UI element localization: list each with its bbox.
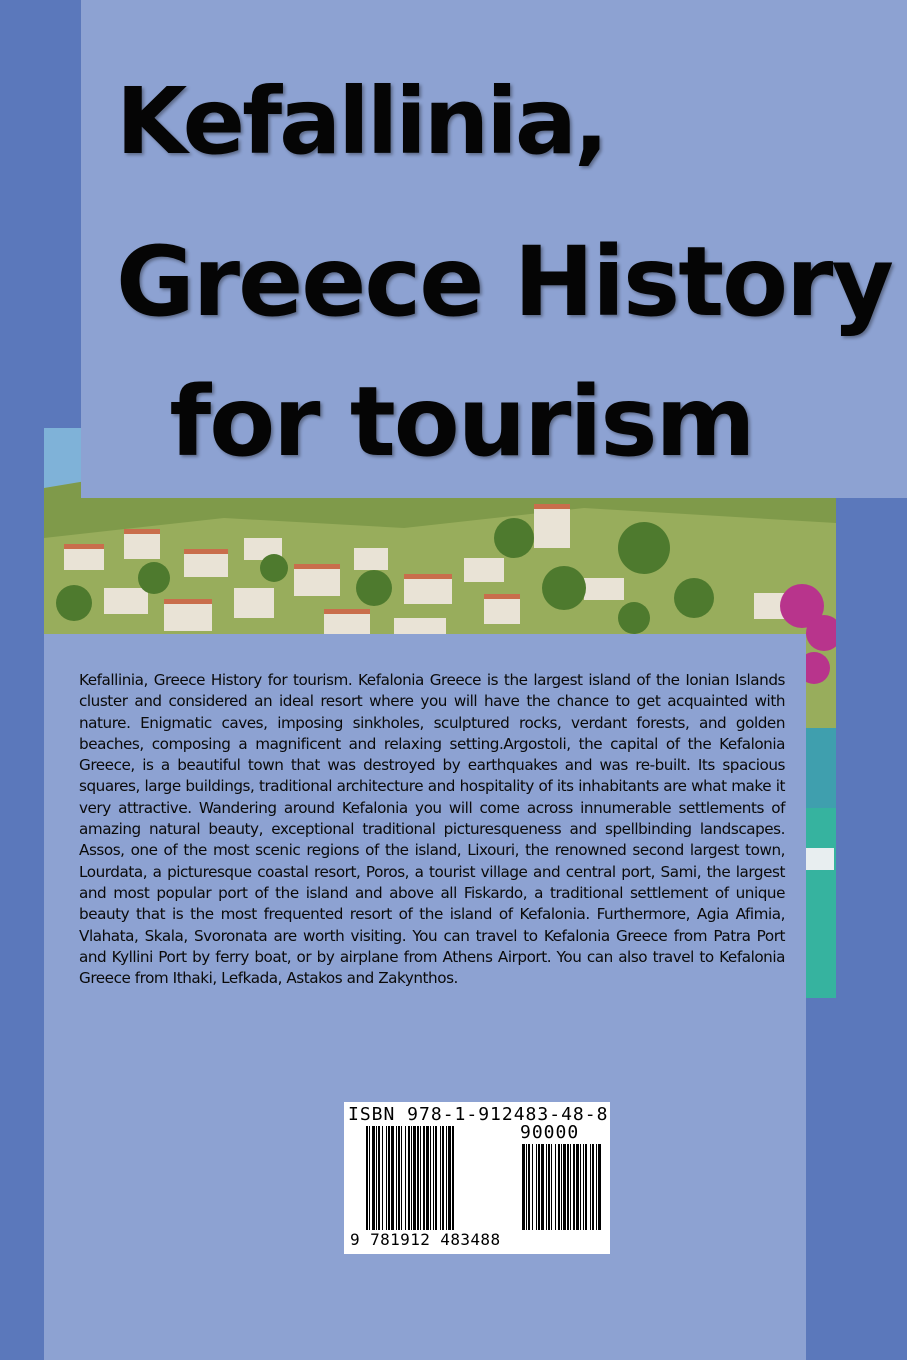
barcode-bar bbox=[423, 1126, 425, 1230]
addon-bar bbox=[580, 1144, 581, 1230]
ean-number: 9 781912 483488 bbox=[350, 1230, 501, 1249]
addon-bar bbox=[555, 1144, 556, 1230]
barcode-bar bbox=[369, 1126, 370, 1230]
barcode-bar bbox=[435, 1126, 437, 1230]
addon-bar bbox=[538, 1144, 540, 1230]
addon-bar bbox=[526, 1144, 527, 1230]
barcode-bar bbox=[452, 1126, 454, 1230]
barcode-bar bbox=[413, 1126, 416, 1230]
addon-bar bbox=[590, 1144, 591, 1230]
barcode-bar bbox=[405, 1126, 406, 1230]
addon-bar bbox=[536, 1144, 537, 1230]
addon-bar bbox=[583, 1144, 584, 1230]
addon-bar bbox=[561, 1144, 562, 1230]
addon-bar bbox=[570, 1144, 571, 1230]
addon-bar bbox=[558, 1144, 560, 1230]
addon-bar bbox=[576, 1144, 579, 1230]
addon-bar bbox=[532, 1144, 533, 1230]
addon-bar bbox=[522, 1144, 525, 1230]
book-description: Kefallinia, Greece History for tourism. Kefalonia Greece is the largest island of the Ionian Islands cluster and considered an ideal resort where you will have the chance to get acquainted with nature. Enigmatic caves, imposing sinkholes, sculptured rocks, verdant forests, and golden beaches, composing a magnificent and relaxing setting.Argostoli, the capital of the Kefalonia Greece, is a beautiful town that was destroyed by earthquakes and was re-built. Its spacious squares, large buildings, traditional architecture and hospitality of its inhabitants are what make it very attractive. Wandering around Kefalonia you will come across innumerable settlements of amazing natural beauty, exceptional traditional picturesqueness and spellbinding landscapes. Assos, one of the most scenic regions of the island, Lixouri, the renowned second largest town, Lourdata, a picturesque coastal resort, Poros, a tourist village and central port, Sami, the largest and most popular port of the island and above all Fiskardo, a traditional settlement of unique beauty that is the most frequented resort of the island of Kefalonia. Furthermore, Agia Afimia, Vlahata, Skala, Svoronata are worth visiting. You can travel to Kefalonia Greece from Patra Port and Kyllini Port by ferry boat, or by airplane from Athens Airport. You can also travel to Kefalonia Greece from Ithaki, Lefkada, Astakos and Zakynthos. bbox=[79, 671, 785, 988]
addon-bar bbox=[585, 1144, 587, 1230]
addon-bar bbox=[598, 1144, 601, 1230]
barcode-bar bbox=[426, 1126, 429, 1230]
barcode-bar bbox=[376, 1126, 377, 1230]
addon-bar bbox=[541, 1144, 544, 1230]
addon-bar bbox=[548, 1144, 550, 1230]
barcode-bar bbox=[446, 1126, 447, 1230]
barcode-bar bbox=[440, 1126, 441, 1230]
barcode-bar bbox=[382, 1126, 383, 1230]
barcode-bar bbox=[408, 1126, 410, 1230]
addon-bar bbox=[546, 1144, 547, 1230]
addon-bar bbox=[573, 1144, 575, 1230]
isbn-barcode bbox=[344, 1102, 610, 1254]
title-line-1: Kefallinia, bbox=[116, 68, 606, 175]
title-line-2: Greece History bbox=[116, 226, 892, 338]
addon-bar bbox=[596, 1144, 597, 1230]
barcode-bar bbox=[388, 1126, 390, 1230]
barcode-bar bbox=[391, 1126, 394, 1230]
isbn-number: ISBN 978-1-912483-48-8 bbox=[348, 1104, 609, 1125]
price-code: 90000 bbox=[520, 1122, 580, 1143]
barcode-bar bbox=[420, 1126, 421, 1230]
barcode-bar bbox=[430, 1126, 431, 1230]
addon-bar bbox=[563, 1144, 566, 1230]
barcode-bar bbox=[411, 1126, 412, 1230]
barcode-bar bbox=[401, 1126, 402, 1230]
barcode-bar bbox=[378, 1126, 380, 1230]
addon-bar bbox=[551, 1144, 552, 1230]
barcode-bar bbox=[398, 1126, 400, 1230]
barcode-bar bbox=[386, 1126, 387, 1230]
barcode-bar bbox=[417, 1126, 419, 1230]
barcode-bar bbox=[396, 1126, 397, 1230]
barcode-bar bbox=[448, 1126, 451, 1230]
addon-bar bbox=[567, 1144, 569, 1230]
barcode-bar bbox=[433, 1126, 434, 1230]
barcode-bar bbox=[366, 1126, 368, 1230]
addon-bar bbox=[592, 1144, 594, 1230]
barcode-bar bbox=[372, 1126, 375, 1230]
barcode-bar bbox=[442, 1126, 444, 1230]
addon-bar bbox=[528, 1144, 530, 1230]
title-line-3: for tourism bbox=[138, 366, 754, 478]
